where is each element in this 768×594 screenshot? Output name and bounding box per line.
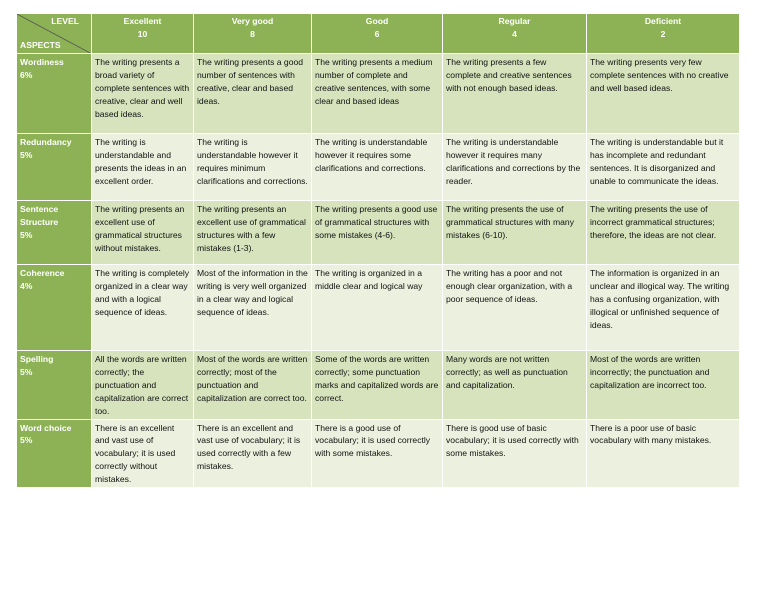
criteria-cell: Most of the words are written incorrectly; the punctuation and capitalization are incorrect too. — [587, 351, 740, 420]
criteria-cell: The writing is understandable however it requires minimum clarifications and corrections. — [194, 134, 312, 201]
criteria-cell: The writing is understandable however it requires many clarifications and corrections by the reader. — [443, 134, 587, 201]
aspect-weight: 5% — [20, 366, 33, 377]
level-name: Deficient — [644, 16, 682, 26]
criteria-cell: The writing presents a broad variety of complete sentences with creative, clear and well based ideas. — [92, 54, 194, 134]
criteria-cell: The writing presents very few complete sentences with no creative and well based ideas. — [587, 54, 740, 134]
criteria-cell: The writing presents a few complete and creative sentences with not enough based ideas. — [443, 54, 587, 134]
row-spelling — [17, 351, 740, 420]
criteria-cell: The writing presents an excellent use of grammatical structures with a few mistakes (1-3). — [194, 201, 312, 265]
criteria-cell: The writing is organized in a middle clear and logical way — [312, 265, 443, 351]
level-header-very-good — [194, 14, 312, 54]
aspect-weight: 5% — [20, 149, 33, 160]
criteria-cell: There is an excellent and vast use of vocabulary; it is used correctly without mistakes. — [92, 419, 194, 488]
criteria-cell: There is an excellent and vast use of vocabulary; it is used correctly with a few mistakes. — [194, 419, 312, 488]
aspect-cell — [17, 419, 92, 488]
aspect-cell — [17, 351, 92, 420]
aspect-weight: 5% — [20, 435, 33, 446]
aspect-cell — [17, 265, 92, 351]
criteria-cell: The writing is understandable and presents the ideas in an excellent order. — [92, 134, 194, 201]
level-score: 6 — [374, 28, 380, 39]
level-score: 4 — [512, 28, 517, 39]
criteria-cell: There is a good use of vocabulary; it is used correctly with some mistakes. — [312, 419, 443, 488]
aspect-name: Spelling — [20, 354, 54, 364]
criteria-cell: Some of the words are written correctly; some punctuation marks and capitalized words are correct. — [312, 351, 443, 420]
aspect-name: Sentence Structure — [20, 204, 59, 227]
criteria-cell: The writing is understandable but it has incomplete and redundant sentences. It is disorganized and unable to communicate the ideas. — [587, 134, 740, 201]
level-name: Good — [365, 16, 389, 26]
criteria-cell: The writing presents the use of grammatical structures with many mistakes (6-10). — [443, 201, 587, 265]
aspect-weight: 4% — [20, 280, 33, 291]
level-score: 10 — [137, 28, 148, 39]
level-name: Excellent — [123, 16, 162, 26]
aspect-name: Word choice — [20, 422, 72, 433]
level-name: Very good — [231, 16, 274, 26]
aspects-label: ASPECTS — [20, 40, 61, 51]
criteria-cell: The writing is completely organized in a clear way and with a logical sequence of ideas. — [92, 265, 194, 351]
aspect-name: Wordiness — [20, 57, 64, 67]
row-sentence-structure — [17, 201, 740, 265]
criteria-cell: The writing presents an excellent use of grammatical structures without mistakes. — [92, 201, 194, 265]
level-header-good — [312, 14, 443, 54]
level-score: 8 — [250, 28, 255, 39]
aspect-weight: 6% — [20, 69, 33, 80]
level-header-excellent — [92, 14, 194, 54]
level-name: Regular — [498, 16, 531, 26]
criteria-cell: Most of the information in the writing is very well organized in a clear way and logical sequence of ideas. — [194, 265, 312, 351]
level-label: LEVEL — [51, 16, 79, 26]
criteria-cell: Many words are not written correctly; as well as punctuation and capitalization. — [443, 351, 587, 420]
aspect-name: Coherence — [20, 268, 65, 278]
header-row — [17, 14, 740, 54]
row-wordiness — [17, 54, 740, 134]
level-score: 2 — [660, 28, 666, 39]
criteria-cell: There is good use of basic vocabulary; it is used correctly with some mistakes. — [443, 419, 587, 488]
criteria-cell: The information is organized in an unclear and illogical way. The writing has a confusing organization, with illogical or unfinished sequence of ideas. — [587, 265, 740, 351]
aspect-name: Redundancy — [20, 137, 72, 147]
criteria-cell: The writing has a poor and not enough clear organization, with a poor sequence of ideas. — [443, 265, 587, 351]
rubric-table — [16, 13, 740, 488]
criteria-cell: The writing presents a medium number of complete and creative sentences, with some clear and based ideas — [312, 54, 443, 134]
level-header-regular — [443, 14, 587, 54]
aspect-cell — [17, 201, 92, 265]
aspect-cell — [17, 54, 92, 134]
level-aspects-corner — [17, 14, 92, 54]
criteria-cell: There is a poor use of basic vocabulary with many mistakes. — [587, 419, 740, 488]
criteria-cell: The writing presents a good use of grammatical structures with some mistakes (4-6). — [312, 201, 443, 265]
row-word-choice — [17, 419, 740, 488]
criteria-cell: All the words are written correctly; the punctuation and capitalization are correct too. — [92, 351, 194, 420]
criteria-cell: The writing is understandable however it requires some clarifications and corrections. — [312, 134, 443, 201]
criteria-cell: Most of the words are written correctly; most of the punctuation and capitalization are correct too. — [194, 351, 312, 420]
aspect-weight: 5% — [20, 229, 33, 240]
criteria-cell: The writing presents the use of incorrect grammatical structures; therefore, the ideas are not clear. — [587, 201, 740, 265]
criteria-cell: The writing presents a good number of sentences with creative, clear and based ideas. — [194, 54, 312, 134]
row-redundancy — [17, 134, 740, 201]
row-coherence — [17, 265, 740, 351]
level-header-deficient — [587, 14, 740, 54]
aspect-cell — [17, 134, 92, 201]
